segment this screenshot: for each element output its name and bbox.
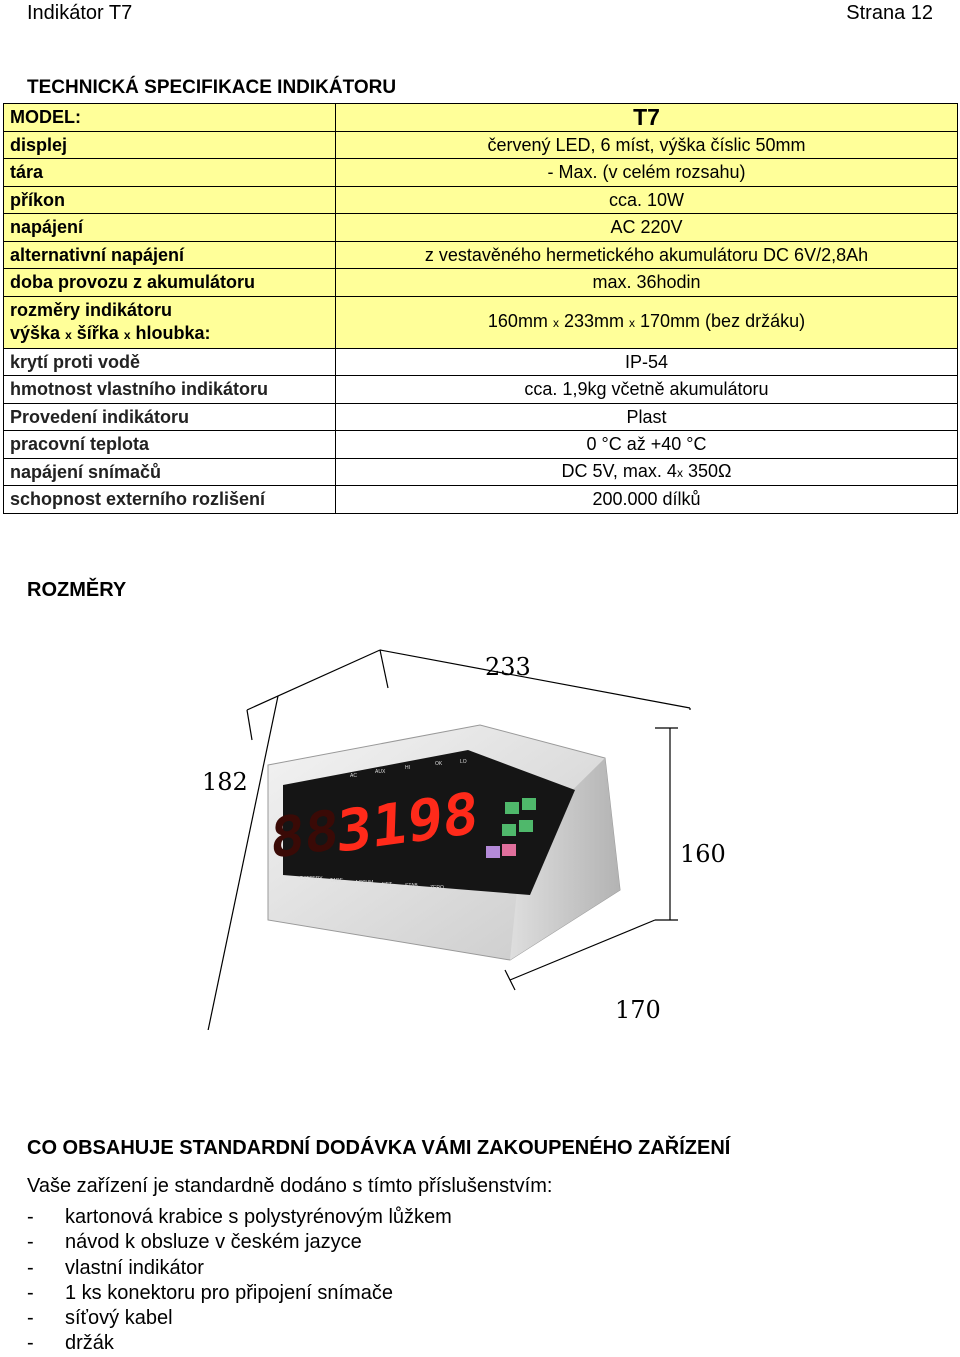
spec-value: cca. 10W: [336, 186, 958, 214]
spec-label: displej: [4, 131, 336, 159]
load-value-b: 350Ω: [687, 460, 732, 481]
spec-label: alternativní napájení: [4, 241, 336, 269]
spec-label: příkon: [4, 186, 336, 214]
spec-row: [4, 159, 958, 187]
keypad-key: [502, 844, 516, 856]
model-label: MODEL:: [4, 104, 336, 132]
spec-value: [336, 296, 958, 348]
dims-value-width: 233mm: [563, 311, 624, 331]
indicator-top-label: OK: [435, 761, 443, 767]
spec-row: [4, 431, 958, 459]
indicator-bottom-label: BATTERY: [300, 876, 323, 882]
keypad-key: [486, 846, 500, 858]
spec-row: [4, 186, 958, 214]
spec-row: [4, 269, 958, 297]
spec-label: krytí proti vodě: [4, 348, 336, 376]
spec-row: [4, 376, 958, 404]
list-dash: -: [27, 1307, 34, 1330]
dimensions-heading: ROZMĚRY: [27, 579, 127, 601]
spec-row-dimensions: [4, 296, 958, 348]
spec-value: IP-54: [336, 348, 958, 376]
times-sign: x: [629, 316, 636, 330]
spec-value: z vestavěného hermetického akumulátoru DC 6V/2,8Ah: [336, 241, 958, 269]
spec-value: AC 220V: [336, 214, 958, 242]
spec-label: napájení snímačů: [4, 458, 336, 486]
list-item: [27, 1205, 452, 1230]
dimension-height-label: 182: [202, 768, 248, 796]
times-sign: x: [552, 316, 559, 330]
delivery-intro: Vaše zařízení je standardně dodáno s tímto příslušenstvím:: [27, 1175, 553, 1197]
list-item: [27, 1306, 452, 1331]
spec-value: [336, 458, 958, 486]
indicator-top-label: LO: [460, 759, 467, 765]
model-value: T7: [336, 104, 958, 132]
spec-label: hmotnost vlastního indikátoru: [4, 376, 336, 404]
led-display-value: 3198: [335, 779, 480, 866]
list-item: [27, 1230, 452, 1255]
list-dash: -: [27, 1281, 34, 1304]
page-header-title: Indikátor T7: [27, 2, 133, 24]
indicator-top-label: HI: [405, 765, 410, 771]
led-ghost-digits: 88: [269, 798, 341, 872]
spec-value: cca. 1,9kg včetně akumulátoru: [336, 376, 958, 404]
dims-label-width: šířka: [76, 322, 119, 343]
indicator-bottom-label: ZERO: [430, 885, 444, 891]
spec-label: doba provozu z akumulátoru: [4, 269, 336, 297]
dimension-depth-label: 170: [615, 996, 661, 1024]
spec-value: červený LED, 6 míst, výška číslic 50mm: [336, 131, 958, 159]
times-sign: x: [123, 327, 131, 342]
spec-row: [4, 131, 958, 159]
times-sign: x: [676, 465, 683, 480]
dimension-front-height-label: 160: [680, 840, 726, 868]
dims-label-height: výška: [10, 322, 61, 343]
spec-row: [4, 241, 958, 269]
spec-row: [4, 403, 958, 431]
spec-label: [4, 296, 336, 348]
list-item-text: 1 ks konektoru pro připojení snímače: [65, 1281, 393, 1304]
spec-label: napájení: [4, 214, 336, 242]
indicator-top-label: AUX: [375, 769, 386, 775]
dims-label-depth: hloubka:: [135, 322, 211, 343]
spec-value: - Max. (v celém rozsahu): [336, 159, 958, 187]
indicator-bottom-label: ACCUM: [355, 880, 374, 886]
dims-value-depth: 170mm (bez držáku): [640, 311, 806, 331]
spec-row-model: [4, 104, 958, 132]
spec-label: pracovní teplota: [4, 431, 336, 459]
spec-value: max. 36hodin: [336, 269, 958, 297]
dims-label-line1: rozměry indikátoru: [10, 299, 173, 320]
keypad-key: [519, 820, 533, 832]
list-item: [27, 1281, 452, 1306]
list-dash: -: [27, 1231, 34, 1254]
list-dash: -: [27, 1332, 34, 1355]
load-value-a: DC 5V, max. 4: [561, 460, 677, 481]
spec-label: tára: [4, 159, 336, 187]
indicator-dimension-drawing: [150, 630, 770, 1030]
page-number: Strana 12: [846, 2, 933, 24]
spec-label: schopnost externího rozlišení: [4, 486, 336, 514]
keypad-key: [522, 798, 536, 810]
spec-value: 0 °C až +40 °C: [336, 431, 958, 459]
spec-row: [4, 348, 958, 376]
list-dash: -: [27, 1256, 34, 1279]
keypad-key: [502, 824, 516, 836]
list-item: [27, 1331, 452, 1356]
spec-heading: TECHNICKÁ SPECIFIKACE INDIKÁTORU: [27, 77, 397, 98]
delivery-heading: CO OBSAHUJE STANDARDNÍ DODÁVKA VÁMI ZAKOUPENÉHO ZAŘÍZENÍ: [27, 1137, 731, 1159]
indicator-top-label: AC: [350, 773, 357, 779]
list-item-text: vlastní indikátor: [65, 1256, 204, 1279]
list-dash: -: [27, 1206, 34, 1228]
spec-value: Plast: [336, 403, 958, 431]
spec-label: Provedení indikátoru: [4, 403, 336, 431]
indicator-bottom-label: TARE: [330, 878, 343, 884]
indicator-bottom-label: NET: [382, 882, 392, 888]
list-item-text: síťový kabel: [65, 1307, 173, 1330]
spec-row-load-cells: [4, 458, 958, 486]
dimension-width-label: 233: [485, 653, 531, 681]
list-item-text: držák: [65, 1332, 114, 1355]
keypad-key: [505, 802, 519, 814]
spec-value: 200.000 dílků: [336, 486, 958, 514]
list-item: [27, 1256, 452, 1281]
list-item-text: kartonová krabice s polystyrénovým lůžkem: [65, 1206, 452, 1228]
list-item-text: návod k obsluze v českém jazyce: [65, 1231, 362, 1254]
times-sign: x: [65, 327, 72, 342]
dims-label-line2: [10, 322, 329, 347]
spec-table: [3, 103, 958, 514]
spec-row: [4, 486, 958, 514]
dims-value-height: 160mm: [487, 311, 548, 331]
spec-row: [4, 214, 958, 242]
indicator-bottom-label: STAB: [405, 883, 418, 889]
delivery-list: [27, 1205, 452, 1357]
